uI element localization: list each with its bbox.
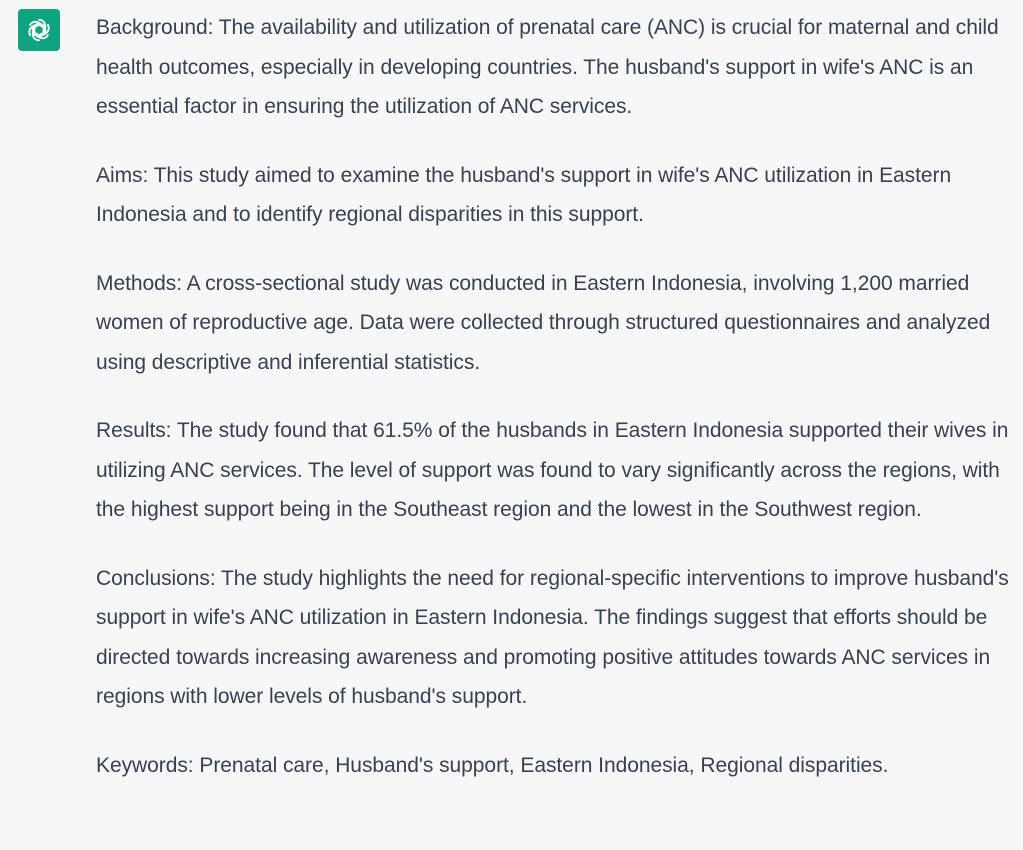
- message-content: [96, 8, 1021, 785]
- paragraph-background: Background: The availability and utilization of prenatal care (ANC) is crucial for maternal and child health outcomes, especially in developing countries. The husband's support in wife's ANC is an essential factor in ensuring the utilization of ANC services.: [96, 16, 999, 118]
- paragraph-conclusions: Conclusions: The study highlights the need for regional-specific interventions to improve husband's support in wife's ANC utilization in Eastern Indonesia. The findings suggest that efforts should be directed towards increasing awareness and promoting positive attitudes towards ANC services in regions with lower levels of husband's support.: [96, 566, 1009, 708]
- openai-logo-icon: [25, 16, 53, 44]
- paragraph-methods: Methods: A cross-sectional study was conducted in Eastern Indonesia, involving 1,200 married women of reproductive age. Data were collected through structured questionnaires and analyzed using descriptive and inferential statistics.: [96, 271, 991, 374]
- assistant-avatar: [18, 9, 60, 51]
- paragraph-keywords: Keywords: Prenatal care, Husband's support, Eastern Indonesia, Regional disparities.: [96, 753, 889, 777]
- paragraph-results: Results: The study found that 61.5% of the husbands in Eastern Indonesia supported their wives in utilizing ANC services. The level of support was found to vary significantly across the regions, with the highest support being in the Southeast region and the lowest in the Southwest region.: [96, 419, 1009, 521]
- paragraph-aims: Aims: This study aimed to examine the husband's support in wife's ANC utilization in Eastern Indonesia and to identify regional disparities in this support.: [96, 163, 952, 226]
